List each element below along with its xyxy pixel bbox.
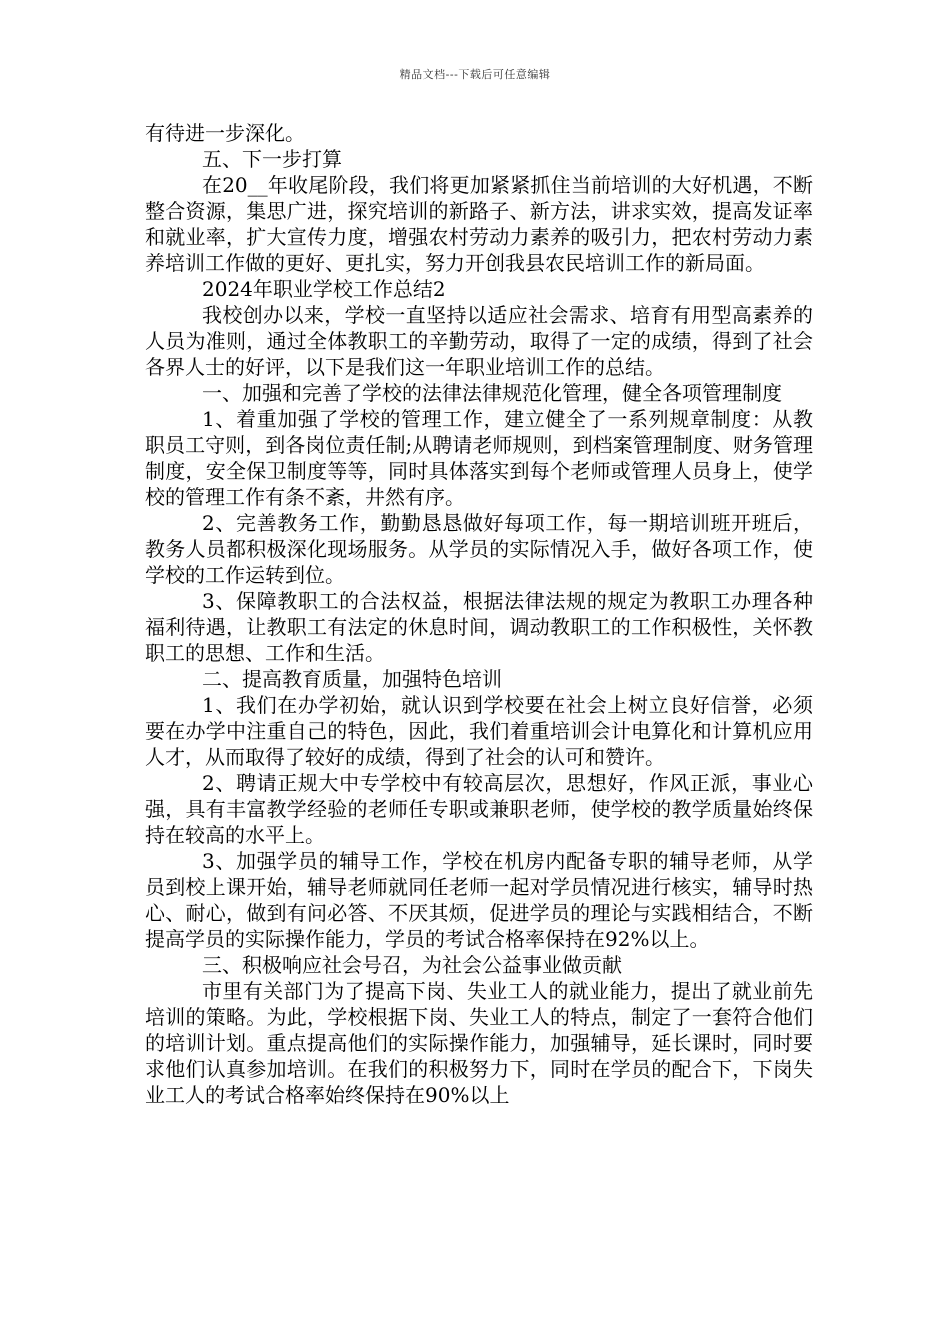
document-body	[145, 120, 813, 1108]
document-title: 2024年职业学校工作总结2	[202, 277, 446, 301]
paragraph: 1、着重加强了学校的管理工作，建立健全了一系列规章制度：从教职员工守则，到各岗位责任制;从聘请老师规则，到档案管理制度、财务管理制度，安全保卫制度等等，同时具体落实到每个老师或管理人员身上，使学校的管理工作有条不紊，井然有序。	[145, 407, 813, 509]
paragraph: 3、保障教职工的合法权益，根据法律法规的规定为教职工办理各种福利待遇，让教职工有法定的休息时间，调动教职工的工作积极性，关怀教职工的思想、工作和生活。	[145, 589, 813, 665]
section-heading: 一、加强和完善了学校的法律法律规范化管理，健全各项管理制度	[202, 381, 782, 405]
paragraph: 1、我们在办学初始，就认识到学校要在社会上树立良好信誉，必须要在办学中注重自己的特色，因此，我们着重培训会计电算化和计算机应用人才，从而取得了较好的成绩，得到了社会的认可和赞许。	[145, 693, 813, 769]
paragraph: 我校创办以来，学校一直坚持以适应社会需求、培育有用型高素养的人员为准则，通过全体教职工的辛勤劳动，取得了一定的成绩，得到了社会各界人士的好评，以下是我们这一年职业培训工作的总结。	[145, 303, 813, 379]
paragraph: 市里有关部门为了提高下岗、失业工人的就业能力，提出了就业前先培训的策略。为此，学校根据下岗、失业工人的特点，制定了一套符合他们的培训计划。重点提高他们的实际操作能力，加强辅导，延长课时，同时要求他们认真参加培训。在我们的积极努力下，同时在学员的配合下，下岗失业工人的考试合格率始终保持在90%以上	[145, 979, 813, 1107]
paragraph: 2、完善教务工作，勤勤恳恳做好每项工作，每一期培训班开班后，教务人员都积极深化现场服务。从学员的实际情况入手，做好各项工作，使学校的工作运转到位。	[145, 511, 813, 587]
paragraph: 在20__年收尾阶段，我们将更加紧紧抓住当前培训的大好机遇，不断整合资源，集思广进，探究培训的新路子、新方法，讲求实效，提高发证率和就业率，扩大宣传力度，增强农村劳动力素养的吸引力，把农村劳动力素养培训工作做的更好、更扎实，努力开创我县农民培训工作的新局面。	[145, 173, 813, 275]
section-heading: 五、下一步打算	[202, 147, 342, 171]
paragraph: 有待进一步深化。	[145, 121, 305, 145]
section-heading: 二、提高教育质量，加强特色培训	[202, 667, 502, 691]
page-header: 精品文档---下载后可任意编辑	[399, 68, 551, 81]
section-heading: 三、积极响应社会号召，为社会公益事业做贡献	[202, 953, 622, 977]
paragraph: 2、聘请正规大中专学校中有较高层次，思想好，作风正派，事业心强，具有丰富教学经验的老师任专职或兼职老师，使学校的教学质量始终保持在较高的水平上。	[145, 771, 813, 847]
paragraph: 3、加强学员的辅导工作，学校在机房内配备专职的辅导老师，从学员到校上课开始，辅导老师就同任老师一起对学员情况进行核实，辅导时热心、耐心，做到有问必答、不厌其烦，促进学员的理论与实践相结合，不断提高学员的实际操作能力，学员的考试合格率保持在92%以上。	[145, 849, 813, 951]
